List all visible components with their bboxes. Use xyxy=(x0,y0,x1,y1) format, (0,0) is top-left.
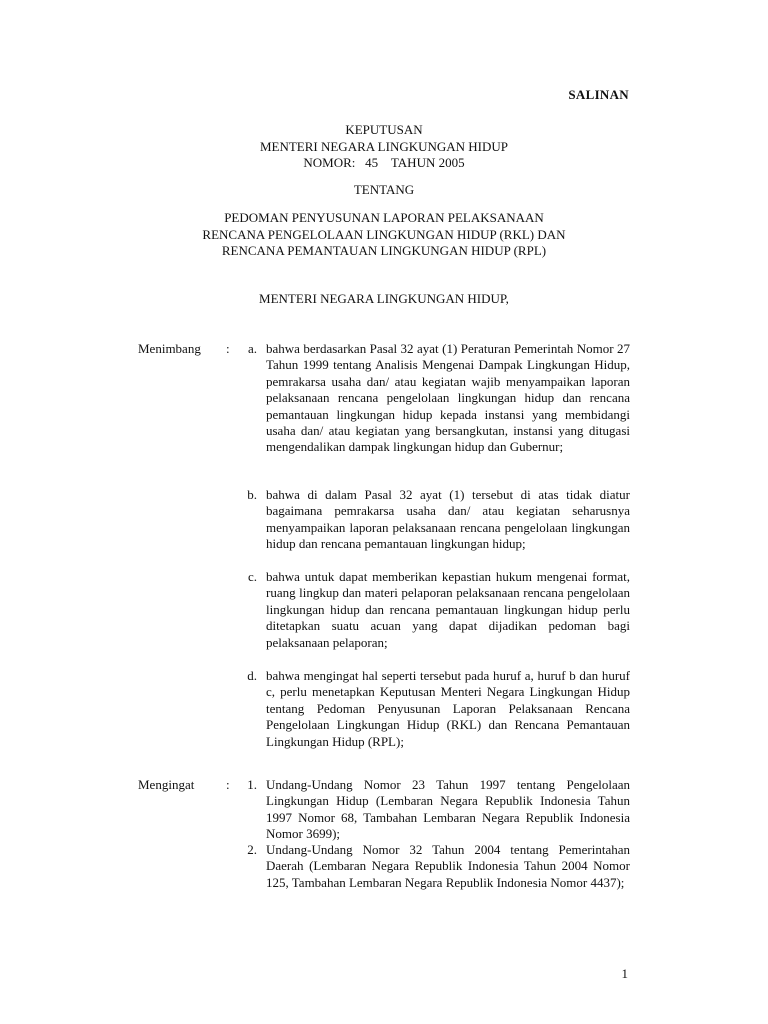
menimbang-label: Menimbang xyxy=(138,341,201,356)
item-marker: a. xyxy=(247,341,257,356)
title-line-2: RENCANA PENGELOLAAN LINGKUNGAN HIDUP (RKL) DAN xyxy=(202,226,566,242)
menimbang-colon: : xyxy=(226,341,230,356)
issuer-text: MENTERI NEGARA LINGKUNGAN HIDUP, xyxy=(259,291,509,306)
item-marker: b. xyxy=(247,487,257,502)
decree-heading xyxy=(0,122,768,172)
decree-title xyxy=(0,210,768,260)
item-marker: 2. xyxy=(247,842,257,857)
item-text: bahwa berdasarkan Pasal 32 ayat (1) Peraturan Pemerintah Nomor 27 Tahun 1999 tentang Analisis Mengenai Dampak Lingkungan Hidup, pemrakarsa usaha dan/ atau kegiatan wajib menyampaikan laporan pelaksanaan rencana pengelolaan lingkungan hidup dan rencana pemantauan lingkungan hidup kepada instansi yang membidangi usaha dan/ atau kegiatan yang bersangkutan, instansi yang ditugasi mengendalikan dampak lingkungan hidup dan Gubernur; xyxy=(266,341,630,455)
heading-line-3: NOMOR: 45 TAHUN 2005 xyxy=(303,155,465,170)
copy-stamp: SALINAN xyxy=(568,87,629,102)
heading-line-1: KEPUTUSAN xyxy=(345,122,423,137)
item-marker: 1. xyxy=(247,777,257,792)
mengingat-colon: : xyxy=(226,777,230,792)
item-marker: c. xyxy=(247,569,257,584)
title-line-1: PEDOMAN PENYUSUNAN LAPORAN PELAKSANAAN xyxy=(224,210,544,225)
item-text: bahwa untuk dapat memberikan kepastian hukum mengenai format, ruang lingkup dan materi pelaporan pelaksanaan rencana pengelolaan lingkungan hidup dan rencana pemantauan lingkungan hidup perlu ditetapkan suatu acuan yang dapat dijadikan pedoman bagi pelaksanaan pelaporan; xyxy=(266,569,630,650)
item-marker: d. xyxy=(247,668,257,683)
tentang-text: TENTANG xyxy=(353,182,415,197)
mengingat-label: Mengingat xyxy=(138,777,195,792)
heading-line-2: MENTERI NEGARA LINGKUNGAN HIDUP xyxy=(259,138,509,154)
title-line-3: RENCANA PEMANTAUAN LINGKUNGAN HIDUP (RPL) xyxy=(221,243,547,258)
tentang-label xyxy=(0,182,768,199)
issuer-line xyxy=(0,291,768,308)
item-text: bahwa di dalam Pasal 32 ayat (1) tersebut di atas tidak diatur bagaimana pemrakarsa usaha dan/ atau kegiatan seharusnya menyampaikan laporan pelaksanaan rencana pengelolaan lingkungan hidup dan rencana pemantauan lingkungan hidup; xyxy=(266,487,630,552)
page-number: 1 xyxy=(621,966,628,981)
item-text: Undang-Undang Nomor 32 Tahun 2004 tentang Pemerintahan Daerah (Lembaran Negara Republik Indonesia Tahun 2004 Nomor 125, Tambahan Lembaran Negara Republik Indonesia Nomor 4437); xyxy=(266,842,630,890)
item-text: bahwa mengingat hal seperti tersebut pada huruf a, huruf b dan huruf c, perlu menetapkan Keputusan Menteri Negara Lingkungan Hidup tentang Pedoman Penyusunan Laporan Pelaksanaan Rencana Pengelolaan Lingkungan Hidup (RKL) dan Rencana Pemantauan Lingkungan Hidup (RPL); xyxy=(266,668,630,749)
item-text: Undang-Undang Nomor 23 Tahun 1997 tentang Pengelolaan Lingkungan Hidup (Lembaran Negara Republik Indonesia Tahun 1997 Nomor 68, Tambahan Lembaran Negara Republik Indonesia Nomor 3699); xyxy=(266,777,630,842)
